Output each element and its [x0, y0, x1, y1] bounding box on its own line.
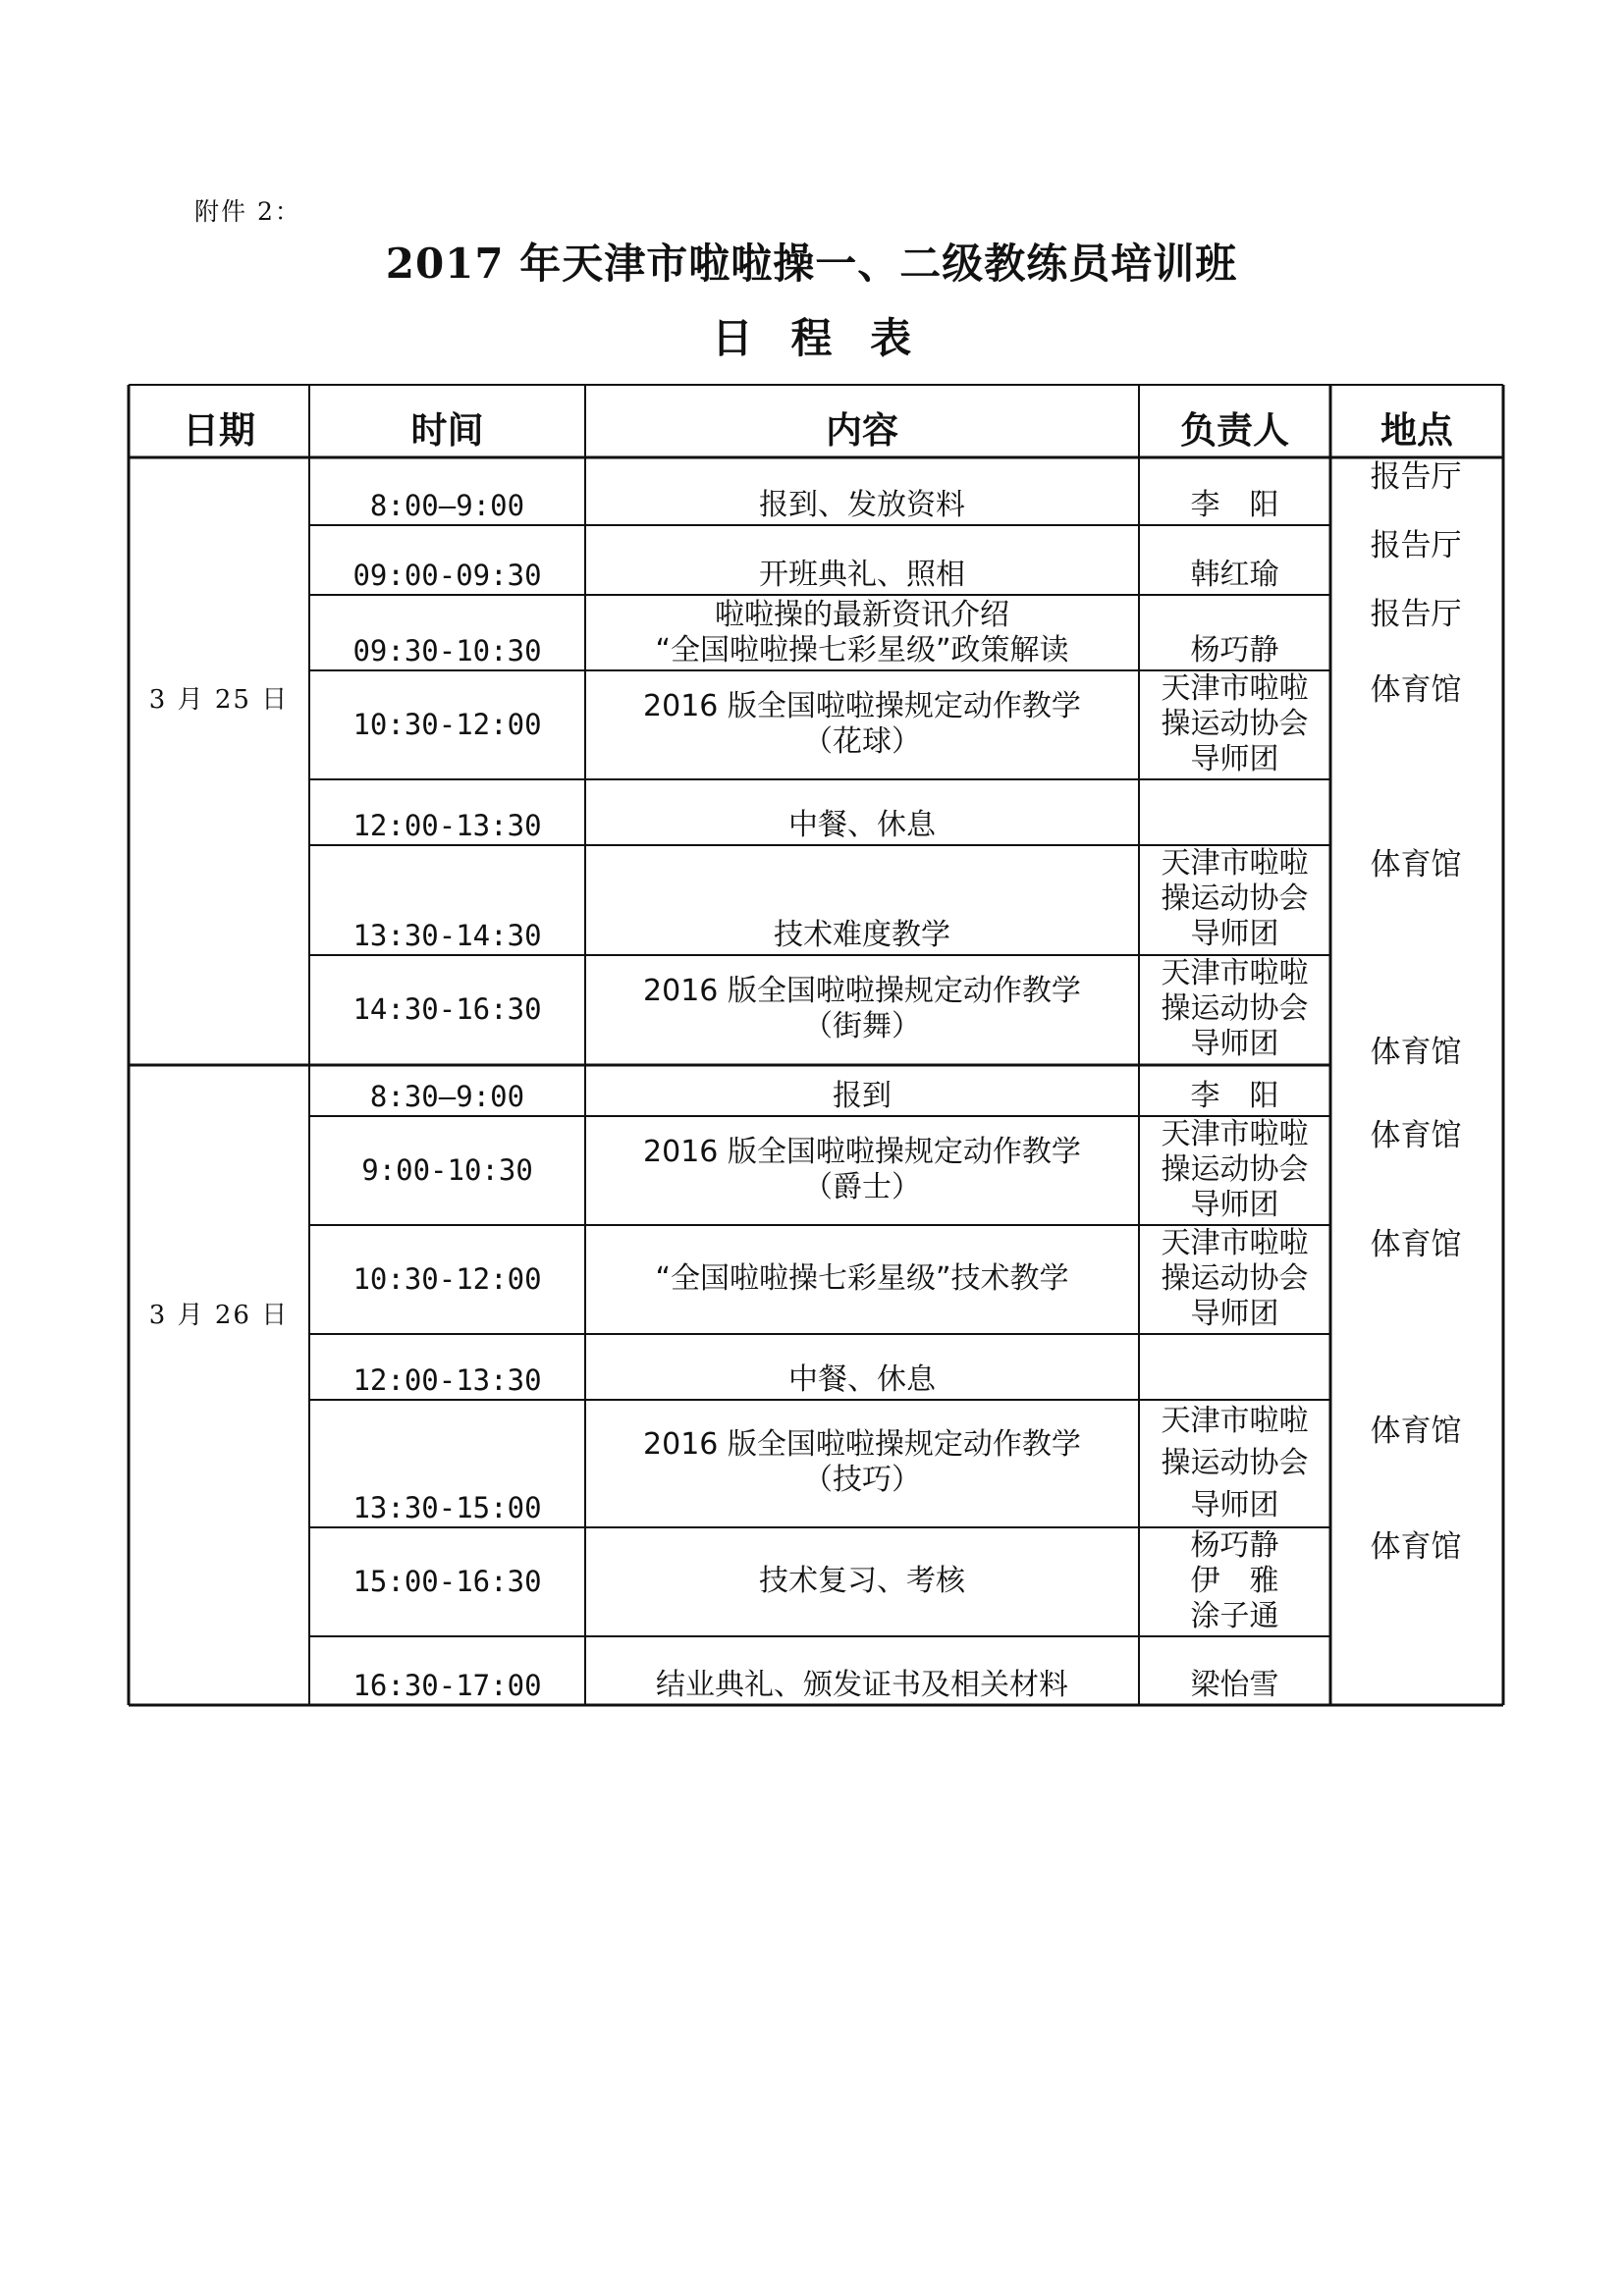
table-row-time: [309, 1334, 585, 1400]
person-text: 涂子通: [1190, 1598, 1279, 1633]
location-label: 报告厅: [1370, 528, 1462, 563]
person-text: 导师团: [1190, 917, 1279, 951]
person-text: 杨巧静: [1190, 1527, 1279, 1563]
location-label: 体育馆: [1370, 1414, 1462, 1449]
table-row-time: [309, 595, 585, 670]
time-text: 14:30-16:30: [352, 992, 542, 1026]
table-row-content: [585, 845, 1139, 955]
table-row-time: [309, 955, 585, 1065]
location-label: 体育馆: [1370, 1227, 1462, 1262]
table-row-content: [585, 1400, 1139, 1527]
subtitle-char: 表: [870, 314, 912, 362]
header-time: 时间: [410, 409, 484, 452]
table-row-person: [1139, 1636, 1330, 1705]
person-text: 操运动协会: [1161, 881, 1309, 916]
content-text: 中餐、休息: [788, 808, 936, 842]
time-text: 10:30-12:00: [352, 707, 542, 741]
content-text: 开班典礼、照相: [759, 558, 965, 592]
table-row-time: [309, 1636, 585, 1705]
person-text: 韩红瑜: [1190, 558, 1279, 592]
table-row-person: [1139, 1116, 1330, 1225]
table-row-content: [585, 779, 1139, 845]
time-text: 8:00—9:00: [369, 489, 525, 522]
person-text: 操运动协会: [1161, 991, 1309, 1026]
date-text: 3 月 26 日: [148, 1301, 290, 1330]
person-text: 天津市啦啦: [1161, 1116, 1309, 1151]
content-text: 中餐、休息: [788, 1362, 936, 1397]
location-label: 体育馆: [1370, 1035, 1462, 1070]
table-row-person: [1139, 1225, 1330, 1334]
time-text: 9:00-10:30: [361, 1152, 533, 1187]
person-text: 操运动协会: [1161, 706, 1309, 741]
table-row-time: [309, 1116, 585, 1225]
content-text: 2016 版全国啦啦操规定动作教学: [643, 974, 1081, 1008]
table-row-person: [1139, 595, 1330, 670]
location-label: 体育馆: [1370, 1529, 1462, 1565]
person-text: 导师团: [1190, 1187, 1279, 1222]
time-text: 12:00-13:30: [352, 809, 542, 842]
person-text: 操运动协会: [1161, 1151, 1309, 1187]
content-text: 2016 版全国啦啦操规定动作教学: [643, 1134, 1081, 1169]
location-label: 体育馆: [1370, 672, 1462, 708]
attachment-label: 附件 2：: [194, 197, 301, 226]
table-row-time: [309, 670, 585, 779]
time-text: 10:30-12:00: [352, 1261, 542, 1296]
table-row-person: [1139, 457, 1330, 525]
time-text: 8:30—9:00: [369, 1080, 525, 1113]
person-text: 天津市啦啦: [1161, 670, 1309, 706]
table-row-person: [1139, 1527, 1330, 1636]
table-row-time: [309, 1527, 585, 1636]
date-text: 3 月 25 日: [148, 685, 290, 715]
table-row-time: [309, 1225, 585, 1334]
person-text: 天津市啦啦: [1161, 1403, 1309, 1438]
table-row-content: [585, 1527, 1139, 1636]
location-label: 报告厅: [1370, 597, 1462, 632]
table-row-content: [585, 670, 1139, 779]
person-text: 李 阳: [1190, 488, 1279, 522]
content-text: （技巧）: [803, 1463, 921, 1497]
table-row-time: [309, 1065, 585, 1116]
table-row-time: [309, 779, 585, 845]
content-text: “全国啦啦操七彩星级”技术教学: [655, 1260, 1069, 1296]
header-person: 负责人: [1180, 409, 1289, 452]
person-text: 导师团: [1190, 741, 1279, 776]
table-row-time: [309, 845, 585, 955]
person-text: 梁怡雪: [1190, 1668, 1279, 1702]
location-label: 体育馆: [1370, 847, 1462, 882]
person-text: 操运动协会: [1161, 1445, 1309, 1480]
table-row-content: [585, 1116, 1139, 1225]
content-text: 报到: [833, 1079, 892, 1113]
location-label: 体育馆: [1370, 1118, 1462, 1153]
person-text: 导师团: [1190, 1027, 1279, 1061]
table-row-time: [309, 1400, 585, 1527]
time-text: 13:30-15:00: [352, 1491, 542, 1524]
content-text: 2016 版全国啦啦操规定动作教学: [643, 688, 1081, 723]
content-text: 技术复习、考核: [759, 1563, 965, 1598]
table-row-person: [1139, 955, 1330, 1065]
person-text: 杨巧静: [1190, 633, 1279, 667]
table-row-content: [585, 1334, 1139, 1400]
subtitle-char: 日: [711, 314, 753, 362]
table-row-time: [309, 457, 585, 525]
table-row-time: [309, 525, 585, 595]
person-text: 天津市啦啦: [1161, 956, 1309, 990]
table-row-person: [1139, 525, 1330, 595]
time-text: 12:00-13:30: [352, 1363, 542, 1397]
table-row-person: [1139, 845, 1330, 955]
table-row-person: [1139, 670, 1330, 779]
content-text: （爵士）: [803, 1169, 921, 1204]
time-text: 15:00-16:30: [352, 1564, 542, 1598]
table-row-content: [585, 595, 1139, 670]
person-text: 天津市啦啦: [1161, 846, 1309, 881]
date-cell-day2: [129, 1286, 309, 1335]
table-row-content: [585, 1636, 1139, 1705]
content-text: 报到、发放资料: [759, 488, 965, 522]
content-text: （街舞）: [803, 1009, 921, 1043]
person-text: 导师团: [1190, 1487, 1279, 1522]
person-text: 天津市啦啦: [1161, 1225, 1309, 1260]
table-row-content: [585, 1225, 1139, 1334]
content-text: 技术难度教学: [774, 918, 950, 952]
header-date: 日期: [183, 409, 255, 452]
subtitle-char: 程: [790, 314, 833, 362]
content-text: （花球）: [803, 723, 921, 759]
content-text: 啦啦操的最新资讯介绍: [715, 598, 1009, 632]
date-cell-day1: [129, 670, 309, 720]
time-text: 09:00-09:30: [352, 559, 542, 592]
content-text: “全国啦啦操七彩星级”政策解读: [655, 633, 1069, 667]
table-row-content: [585, 457, 1139, 525]
table-row-person: [1139, 1400, 1330, 1527]
header-content: 内容: [826, 409, 898, 452]
table-row-content: [585, 1065, 1139, 1116]
person-text: 李 阳: [1190, 1079, 1279, 1113]
table-row-content: [585, 955, 1139, 1065]
time-text: 09:30-10:30: [352, 634, 542, 667]
table-row-content: [585, 525, 1139, 595]
content-text: 结业典礼、颁发证书及相关材料: [656, 1668, 1068, 1702]
page-title: 2017 年天津市啦啦操一、二级教练员培训班: [385, 240, 1238, 288]
person-text: 导师团: [1190, 1296, 1279, 1331]
table-row-person: [1139, 1065, 1330, 1116]
header-location: 地点: [1380, 409, 1453, 452]
person-text: 操运动协会: [1161, 1260, 1309, 1296]
person-text: 伊 雅: [1190, 1563, 1279, 1598]
content-text: 2016 版全国啦啦操规定动作教学: [643, 1427, 1081, 1462]
location-label: 报告厅: [1370, 459, 1462, 495]
time-text: 16:30-17:00: [352, 1669, 542, 1702]
time-text: 13:30-14:30: [352, 919, 542, 952]
